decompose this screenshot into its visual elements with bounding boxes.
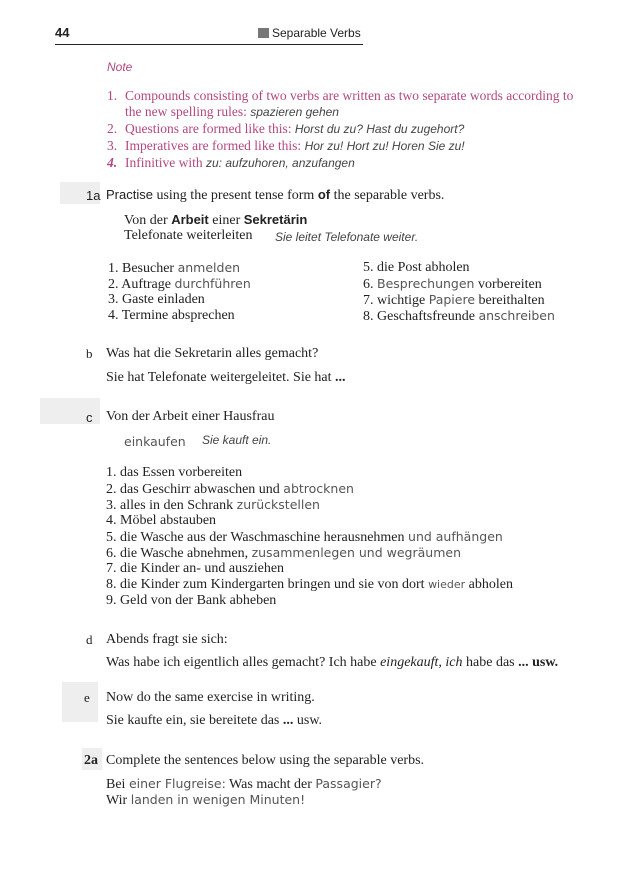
exercise-1a-item: 1. Besucher anmelden xyxy=(108,260,241,276)
exercise-1e-label: e xyxy=(84,690,90,705)
note-item-1-num: 1. xyxy=(107,88,118,103)
exercise-1a-item: 4. Termine absprechen xyxy=(108,308,235,323)
exercise-1c-item: 5. die Wasche aus der Waschmaschine herausnehmen und aufhängen xyxy=(106,529,503,545)
exercise-1c-label: c xyxy=(86,410,93,425)
exercise-2a-line2: Wir landen in wenigen Minuten! xyxy=(106,792,306,808)
exercise-2a-instruction: Complete the sentences below using the separable verbs. xyxy=(106,753,425,768)
note-item-3-num: 3. xyxy=(107,138,118,153)
note-item-2-text: Questions are formed like this: Horst du zu? Hast du zugehort? xyxy=(125,121,465,136)
note-item-3-text: Imperatives are formed like this: Hor zu! Hort zu! Horen Sie zu! xyxy=(125,138,465,153)
exercise-1c-item: 8. die Kinder zum Kindergarten bringen und sie von dort wieder abholen xyxy=(106,577,513,592)
note-item-1-line1: Compounds consisting of two verbs are written as two separate words according to xyxy=(125,88,574,103)
exercise-1e-answer: Sie kaufte ein, sie bereitete das ... usw. xyxy=(106,713,323,728)
exercise-1b-label: b xyxy=(86,346,93,361)
exercise-1a-item: 5. die Post abholen xyxy=(363,260,470,275)
exercise-1d-label: d xyxy=(86,632,93,647)
exercise-1a-item: 8. Geschaftsfreunde anschreiben xyxy=(363,308,555,324)
exercise-1a-model-answer: Sie leitet Telefonate weiter. xyxy=(275,230,419,244)
exercise-2a-label: 2a xyxy=(84,753,98,768)
exercise-1a-context: Von der Arbeit einer Sekretärin xyxy=(124,212,308,228)
exercise-1d-prompt: Abends fragt sie sich: xyxy=(106,632,228,647)
exercise-1c-item: 1. das Essen vorbereiten xyxy=(106,465,243,480)
exercise-1c-item: 3. alles in den Schrank zurückstellen xyxy=(106,497,320,513)
exercise-1a-item: 6. Besprechungen vorbereiten xyxy=(363,276,542,292)
page-number: 44 xyxy=(55,25,70,40)
exercise-1b-question: Was hat die Sekretarin alles gemacht? xyxy=(106,346,319,361)
exercise-1a-item: 7. wichtige Papiere bereithalten xyxy=(363,292,545,308)
exercise-1b-answer: Sie hat Telefonate weitergeleitet. Sie hat ... xyxy=(106,370,346,385)
note-item-4-text: Infinitive with zu: aufzuhoren, anzufangen xyxy=(125,155,355,170)
exercise-1a-instruction: Practise using the present tense form of the separable verbs. xyxy=(106,187,445,203)
exercise-1a-item: 3. Gaste einladen xyxy=(108,292,205,307)
exercise-1c-item: 9. Geld von der Bank abheben xyxy=(106,593,277,608)
exercise-1a-label: 1a xyxy=(86,188,101,203)
exercise-1a-model-prompt: Telefonate weiterleiten xyxy=(124,228,253,243)
exercise-1d-answer: Was habe ich eigentlich alles gemacht? Ich habe eingekauft, ich habe das ... usw. xyxy=(106,655,559,670)
exercise-1c-model-prompt: einkaufen xyxy=(124,434,186,449)
exercise-1c-heading: Von der Arbeit einer Hausfrau xyxy=(106,409,275,424)
exercise-1c-item: 7. die Kinder an- und ausziehen xyxy=(106,561,285,576)
margin-shade xyxy=(62,682,98,722)
exercise-1e-instruction: Now do the same exercise in writing. xyxy=(106,690,315,705)
exercise-1c-item: 4. Möbel abstauben xyxy=(106,513,217,528)
running-title-text: Separable Verbs xyxy=(272,26,361,40)
exercise-1c-item: 6. die Wasche abnehmen, zusammenlegen und wegräumen xyxy=(106,545,461,561)
exercise-1c-model-answer: Sie kauft ein. xyxy=(202,433,272,447)
note-item-4-num: 4. xyxy=(107,155,118,170)
book-icon xyxy=(258,28,269,38)
exercise-1c-item: 2. das Geschirr abwaschen und abtrocknen xyxy=(106,481,354,497)
note-item-1-line2: the new spelling rules: spazieren gehen xyxy=(125,104,339,119)
exercise-2a-line1: Bei einer Flugreise: Was macht der Passagier? xyxy=(106,776,382,792)
running-title xyxy=(258,26,361,41)
exercise-1a-item: 2. Auftrage durchführen xyxy=(108,276,251,292)
note-item-2-num: 2. xyxy=(107,121,118,136)
note-title: Note xyxy=(107,60,133,74)
